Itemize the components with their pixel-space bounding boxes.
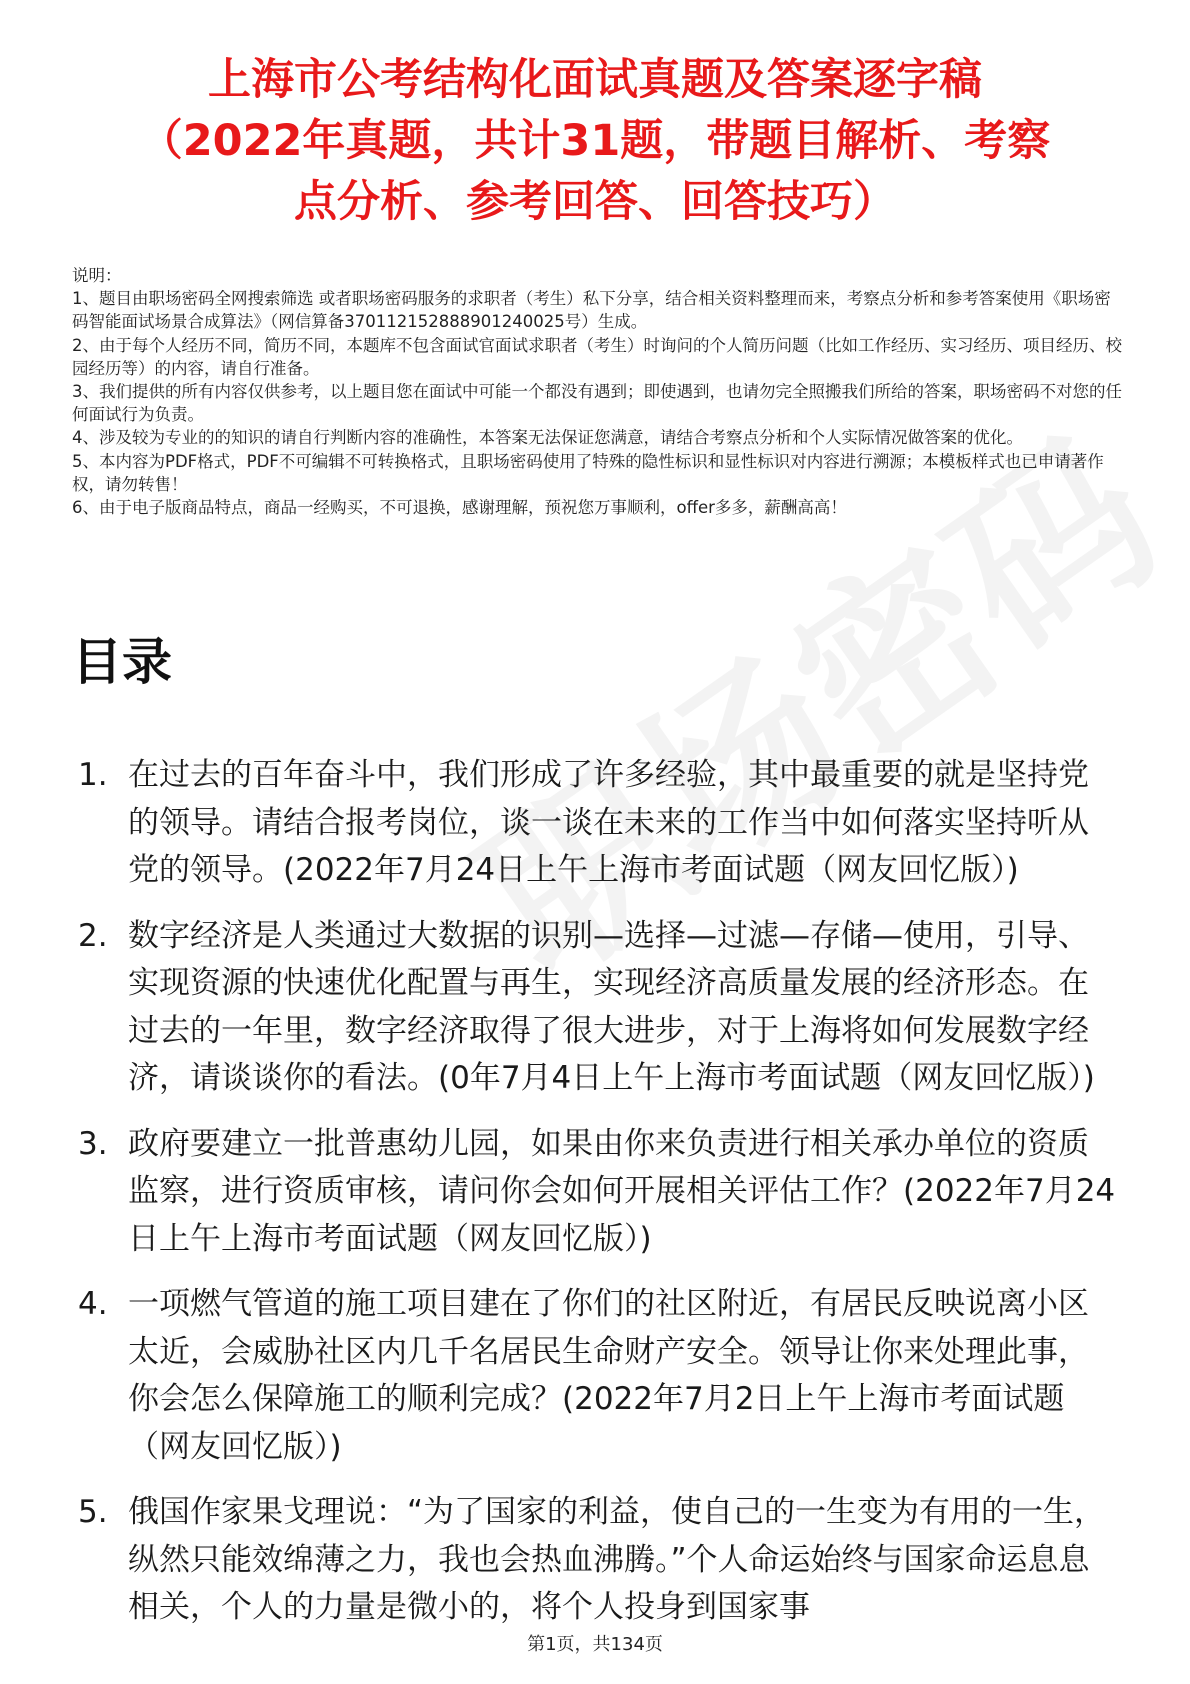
note-item: 1、题目由职场密码全网搜索筛选 或者职场密码服务的求职者（考生）私下分享，结合相关资料整理而来，考察点分析和参考答案使用《职场密码智能面试场景合成算法》（网信算备370112152888901240025号）生成。	[72, 289, 1111, 332]
toc-item[interactable]	[78, 752, 1118, 895]
toc-item-number: 5.	[78, 1494, 108, 1530]
toc-item-text: 在过去的百年奋斗中，我们形成了许多经验，其中最重要的就是坚持党的领导。请结合报考岗位，谈一谈在未来的工作当中如何落实坚持听从党的领导。(2022年7月24日上午上海市考面试题（网友回忆版）)	[128, 757, 1089, 888]
toc-item[interactable]	[78, 1281, 1118, 1471]
toc-item-number: 1.	[78, 757, 108, 793]
notes-section	[72, 264, 1122, 519]
note-item: 2、由于每个人经历不同，简历不同，本题库不包含面试官面试求职者（考生）时询问的个人简历问题（比如工作经历、实习经历、项目经历、校园经历等）的内容，请自行准备。	[72, 335, 1122, 378]
toc-item-number: 4.	[78, 1286, 108, 1322]
toc-item-text: 政府要建立一批普惠幼儿园，如果由你来负责进行相关承办单位的资质监察，进行资质审核，请问你会如何开展相关评估工作？(2022年7月24日上午上海市考面试题（网友回忆版）)	[128, 1125, 1116, 1257]
toc-item[interactable]	[78, 913, 1118, 1103]
toc-item[interactable]	[78, 1489, 1118, 1632]
toc-item-text: 一项燃气管道的施工项目建在了你们的社区附近，有居民反映说离小区太近，会威胁社区内几千名居民生命财产安全。领导让你来处理此事，你会怎么保障施工的顺利完成？(2022年7月2日上午上海市考面试题（网友回忆版）)	[128, 1286, 1089, 1465]
note-item: 5、本内容为PDF格式，PDF不可编辑不可转换格式，且职场密码使用了特殊的隐性标识和显性标识对内容进行溯源；本模板样式也已申请著作权，请勿转售！	[72, 451, 1104, 494]
toc-list	[78, 752, 1118, 1650]
toc-heading: 目录	[72, 633, 172, 691]
toc-item-text: 数字经济是人类通过大数据的识别—选择—过滤—存储—使用，引导、实现资源的快速优化配置与再生，实现经济高质量发展的经济形态。在过去的一年里，数字经济取得了很大进步，对于上海将如何发展数字经济，请谈谈你的看法。(0年7月4日上午上海市考面试题（网友回忆版）)	[128, 917, 1095, 1096]
toc-item-text: 俄国作家果戈理说：“为了国家的利益，使自己的一生变为有用的一生，纵然只能效绵薄之力，我也会热血沸腾。”个人命运始终与国家命运息息相关，个人的力量是微小的，将个人投身到国家事	[128, 1494, 1106, 1625]
title-line-1: 上海市公考结构化面试真题及答案逐字稿	[208, 55, 982, 105]
page-footer: 第1页，共134页	[527, 1634, 663, 1655]
document-title	[120, 50, 1070, 233]
note-item: 6、由于电子版商品特点，商品一经购买，不可退换，感谢理解，预祝您万事顺利，offer多多，薪酬高高！	[72, 498, 847, 518]
note-item: 4、涉及较为专业的的知识的请自行判断内容的准确性，本答案无法保证您满意，请结合考察点分析和个人实际情况做答案的优化。	[72, 428, 1023, 448]
title-line-2: （2022年真题，共计31题，带题目解析、考察	[139, 116, 1051, 166]
toc-item-number: 3.	[78, 1125, 108, 1162]
title-line-3: 点分析、参考回答、回答技巧）	[294, 177, 896, 227]
note-item: 3、我们提供的所有内容仅供参考，以上题目您在面试中可能一个都没有遇到；即使遇到，也请勿完全照搬我们所给的答案，职场密码不对您的任何面试行为负责。	[72, 382, 1122, 425]
notes-heading: 说明：	[72, 266, 122, 285]
toc-item[interactable]	[78, 1121, 1118, 1264]
toc-item-number: 2.	[78, 917, 108, 954]
